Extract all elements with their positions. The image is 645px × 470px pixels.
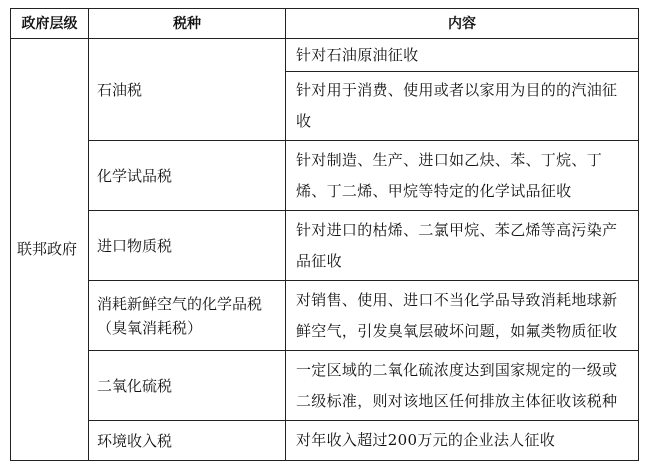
tax-name-ozone: 消耗新鲜空气的化学品税（臭氧消耗税） (89, 281, 286, 351)
tax-name-income: 环境收入税 (89, 421, 286, 461)
header-tax-type: 税种 (89, 9, 286, 39)
content-petroleum-gasoline: 针对用于消费、使用或者以家用为目的的汽油征收 (286, 72, 639, 141)
tax-name-chemicals: 化学试品税 (89, 141, 286, 211)
tax-name-so2: 二氧化硫税 (89, 351, 286, 421)
table-row (11, 211, 639, 281)
header-content: 内容 (286, 9, 639, 39)
content-so2: 一定区域的二氧化硫浓度达到国家规定的一级或二级标准，则对该地区任何排放主体征收该税种 (286, 351, 639, 421)
content-ozone: 对销售、使用、进口不当化学品导致消耗地球新鲜空气，引发臭氧层破坏问题，如氟类物质征收 (286, 281, 639, 351)
content-income: 对年收入超过200万元的企业法人征收 (286, 421, 639, 461)
tax-name-petroleum: 石油税 (89, 39, 286, 141)
table-row (11, 141, 639, 211)
content-chemicals: 针对制造、生产、进口如乙炔、苯、丁烷、丁烯、丁二烯、甲烷等特定的化学试品征收 (286, 141, 639, 211)
table-row (11, 281, 639, 351)
government-level-cell: 联邦政府 (11, 39, 89, 461)
content-imported: 针对进口的枯烯、二氯甲烷、苯乙烯等高污染产品征收 (286, 211, 639, 281)
table-row (11, 351, 639, 421)
content-petroleum-crude: 针对石油原油征收 (286, 39, 639, 72)
table-row (11, 39, 639, 72)
table-row (11, 421, 639, 461)
header-row (11, 9, 639, 39)
tax-table (10, 8, 639, 461)
header-government-level: 政府层级 (11, 9, 89, 39)
tax-name-imported: 进口物质税 (89, 211, 286, 281)
